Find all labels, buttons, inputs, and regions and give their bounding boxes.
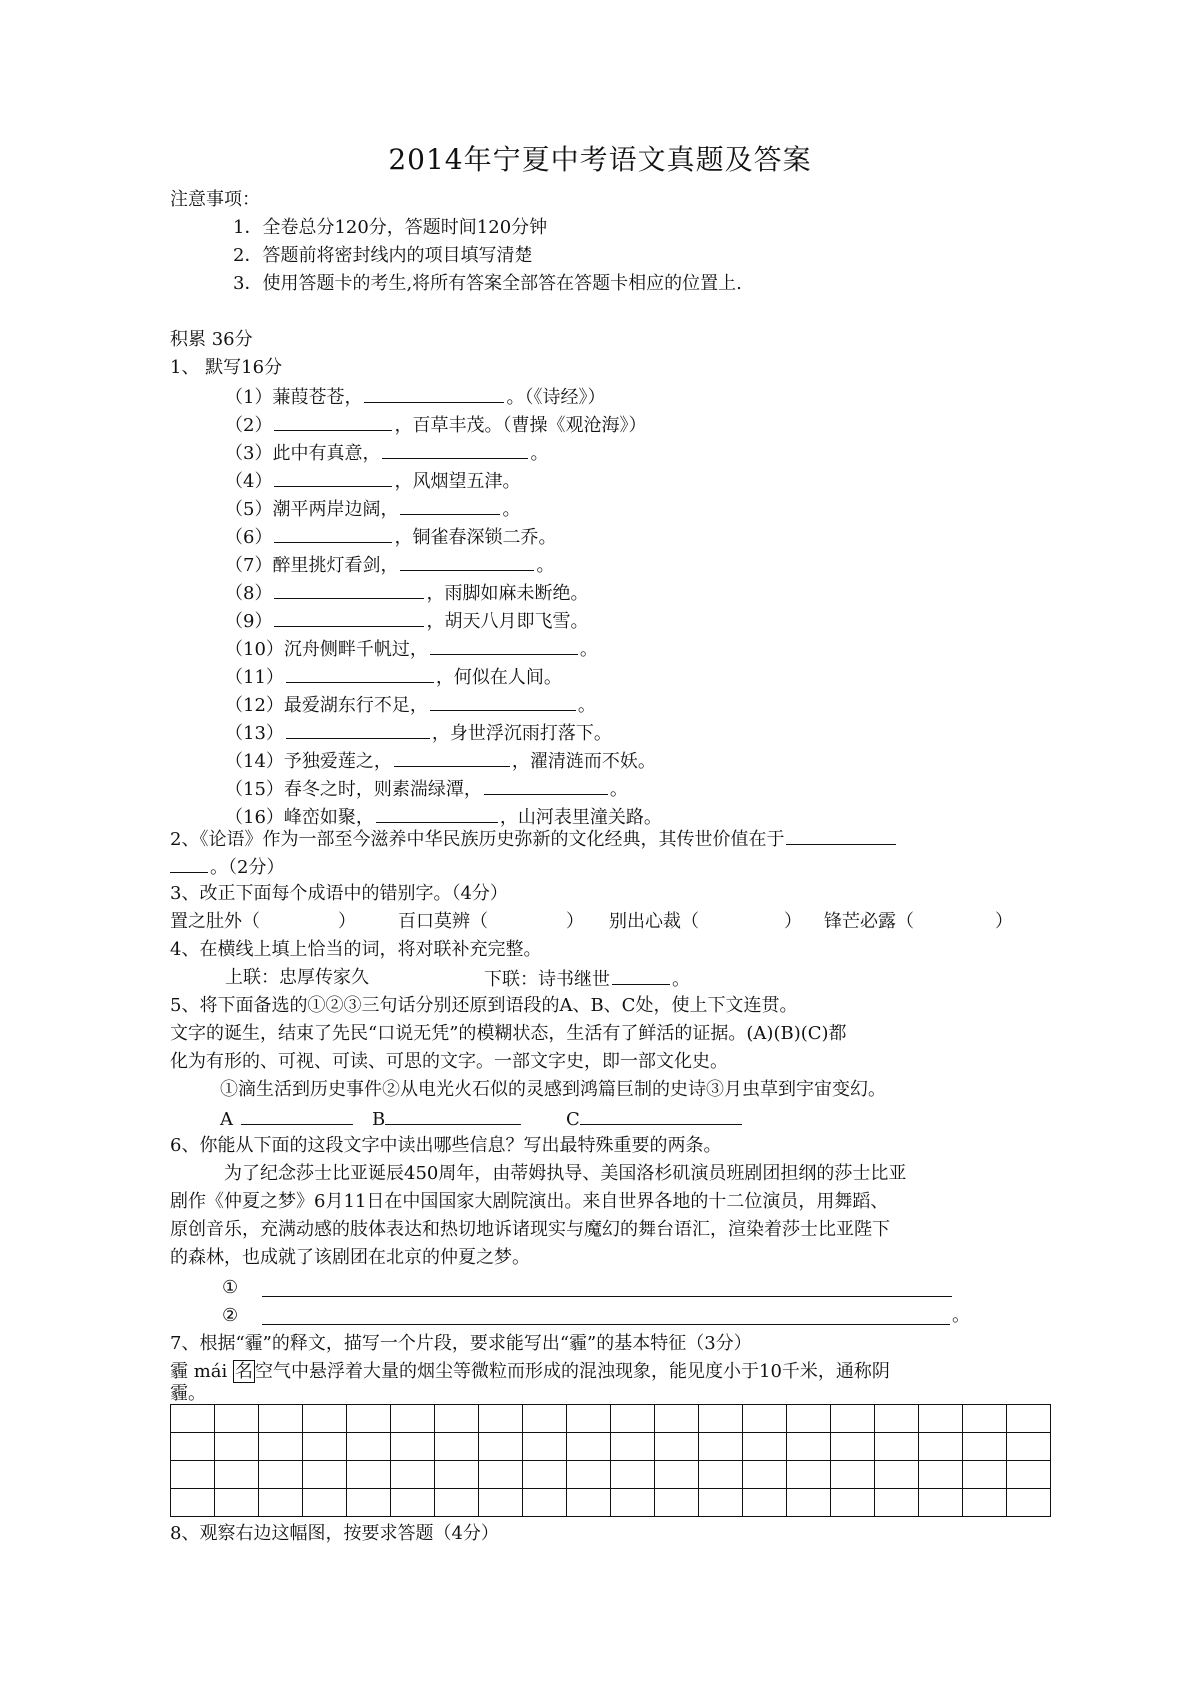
grid-cell[interactable] [567, 1433, 611, 1461]
dictation-blank[interactable] [286, 720, 430, 739]
grid-cell[interactable] [655, 1405, 699, 1433]
dictation-blank[interactable] [274, 580, 424, 599]
grid-cell[interactable] [303, 1489, 347, 1517]
couplet-lower [484, 966, 690, 992]
q5-answer-b [372, 1106, 523, 1132]
grid-cell[interactable] [215, 1433, 259, 1461]
q5-blank-c[interactable] [580, 1106, 742, 1125]
couplet-upper: 上联：忠厚传家久 [225, 967, 369, 988]
dictation-line [225, 776, 628, 802]
q3-idiom [824, 910, 914, 934]
grid-cell[interactable] [743, 1489, 787, 1517]
grid-cell[interactable] [391, 1489, 435, 1517]
dictation-prompt: 此中有真意， [272, 443, 381, 464]
dictation-blank[interactable] [274, 608, 424, 627]
grid-cell[interactable] [303, 1461, 347, 1489]
grid-cell[interactable] [347, 1433, 391, 1461]
grid-cell[interactable] [875, 1461, 919, 1489]
grid-cell[interactable] [1007, 1461, 1051, 1489]
dictation-line [225, 468, 520, 494]
q6-answer-line-2[interactable] [262, 1324, 950, 1325]
dictation-blank[interactable] [400, 496, 500, 515]
q3-heading: 3、改正下面每个成语中的错别字。（4分） [170, 883, 508, 904]
dictation-blank[interactable] [364, 384, 504, 403]
dictation-blank[interactable] [394, 748, 510, 767]
dictation-line [225, 496, 520, 522]
dictation-suffix: ，铜雀春深锁二乔。 [394, 527, 557, 548]
grid-cell[interactable] [611, 1433, 655, 1461]
dictation-number: （11） [225, 667, 284, 688]
dictation-suffix: 。 [609, 779, 628, 800]
dictation-suffix: ，濯清涟而不妖。 [511, 751, 656, 772]
q3-idiom-text: 别出心裁（ [609, 911, 699, 932]
grid-cell[interactable] [215, 1405, 259, 1433]
grid-cell[interactable] [259, 1489, 303, 1517]
grid-cell[interactable] [831, 1433, 875, 1461]
dictation-blank[interactable] [274, 524, 392, 543]
grid-cell[interactable] [743, 1433, 787, 1461]
dictation-blank[interactable] [400, 552, 534, 571]
grid-cell[interactable] [1007, 1489, 1051, 1517]
dictation-number: （3） [225, 443, 273, 464]
dictation-suffix: 。 [530, 443, 549, 464]
dictation-suffix: 。 [502, 499, 521, 520]
q3-idiom [170, 910, 260, 934]
dictation-prompt: 蒹葭苍苍， [272, 387, 363, 408]
dictation-line [225, 748, 656, 774]
q3-idiom-text: 锋芒必露（ [824, 911, 914, 932]
grid-cell[interactable] [963, 1405, 1007, 1433]
dictation-number: （4） [225, 471, 273, 492]
dictation-number: （9） [225, 611, 273, 632]
q6-paragraph: 剧作《仲夏之梦》6月11日在中国国家大剧院演出。来自世界各地的十二位演员，用舞蹈、 [170, 1191, 889, 1212]
grid-cell[interactable] [171, 1433, 215, 1461]
q3-idiom [609, 910, 699, 934]
grid-cell[interactable] [787, 1405, 831, 1433]
q2-line1: 2、《论语》作为一部至今滋养中华民族历史弥新的文化经典，其传世价值在于 [170, 829, 785, 850]
dictation-blank[interactable] [430, 692, 576, 711]
q3-idiom-text: 置之肚外（ [170, 911, 260, 932]
section-heading: 积累 36分 [170, 329, 253, 350]
dictation-line [225, 440, 548, 466]
grid-cell[interactable] [611, 1405, 655, 1433]
notice-item: 3．使用答题卡的考生,将所有答案全部答在答题卡相应的位置上. [233, 273, 742, 294]
dictation-number: （13） [225, 723, 284, 744]
grid-cell[interactable] [875, 1489, 919, 1517]
dictation-prompt: 醉里挑灯看剑， [272, 555, 399, 576]
dictation-line [225, 580, 588, 606]
q2-blank-2[interactable] [170, 854, 208, 873]
grid-cell[interactable] [655, 1461, 699, 1489]
dictation-number: （14） [225, 751, 284, 772]
dictation-number: （5） [225, 499, 273, 520]
grid-cell[interactable] [435, 1489, 479, 1517]
dictation-suffix: ，百草丰茂。（曹操《观沧海》） [394, 415, 647, 436]
q7-heading: 7、根据“霾”的释文，描写一个片段，要求能写出“霾”的基本特征（3分） [170, 1333, 752, 1354]
q6-heading: 6、你能从下面的这段文字中读出哪些信息？写出最特殊重要的两条。 [170, 1135, 722, 1156]
q7-def-tail: 霾。 [170, 1383, 206, 1404]
q5-label-b: B [372, 1109, 386, 1130]
dictation-line [225, 552, 554, 578]
dictation-number: （6） [225, 527, 273, 548]
grid-cell[interactable] [919, 1461, 963, 1489]
grid-cell[interactable] [171, 1461, 215, 1489]
grid-cell[interactable] [919, 1489, 963, 1517]
q5-answer-a [220, 1106, 355, 1132]
dictation-number: （1） [225, 387, 273, 408]
grid-cell[interactable] [787, 1461, 831, 1489]
grid-cell[interactable] [1007, 1433, 1051, 1461]
q7-def-tag: 名 [235, 1361, 253, 1382]
grid-cell[interactable] [655, 1489, 699, 1517]
grid-cell[interactable] [963, 1461, 1007, 1489]
grid-cell[interactable] [523, 1489, 567, 1517]
q2-blank[interactable] [786, 826, 896, 845]
q2-line2: 。（2分） [210, 857, 285, 878]
grid-cell[interactable] [875, 1433, 919, 1461]
q5-label-a: A [220, 1109, 233, 1130]
couplet-blank[interactable] [612, 966, 670, 985]
q5-answer-c [566, 1106, 744, 1132]
q6-answer-line-1[interactable] [262, 1296, 952, 1297]
q6-marker-2: ② [222, 1305, 239, 1326]
q8-heading: 8、观察右边这幅图，按要求答题（4分） [170, 1523, 499, 1544]
q3-close: ） [784, 911, 802, 932]
grid-cell[interactable] [567, 1461, 611, 1489]
grid-cell[interactable] [347, 1405, 391, 1433]
grid-row [171, 1489, 1051, 1517]
dictation-suffix: ，何似在人间。 [435, 667, 562, 688]
dictation-number: （15） [225, 779, 284, 800]
grid-cell[interactable] [303, 1405, 347, 1433]
dictation-number: （12） [225, 695, 284, 716]
grid-cell[interactable] [655, 1433, 699, 1461]
dictation-blank[interactable] [484, 776, 608, 795]
q6-marker-1: ① [222, 1277, 239, 1298]
grid-cell[interactable] [435, 1433, 479, 1461]
grid-cell[interactable] [919, 1405, 963, 1433]
grid-cell[interactable] [171, 1489, 215, 1517]
dictation-suffix: ，风烟望五津。 [394, 471, 521, 492]
grid-cell[interactable] [963, 1489, 1007, 1517]
dictation-suffix: 。（《诗经》） [506, 387, 606, 408]
q6-end: 。 [952, 1305, 970, 1326]
grid-cell[interactable] [699, 1489, 743, 1517]
grid-row [171, 1433, 1051, 1461]
q2-text-2 [170, 854, 284, 880]
q7-def-body: 空气中悬浮着大量的烟尘等微粒而形成的混浊现象，能见度小于10千米，通称阴 [255, 1361, 890, 1382]
grid-cell[interactable] [831, 1461, 875, 1489]
q5-paragraph: 化为有形的、可视、可读、可思的文字。一部文字史，即一部文化史。 [170, 1051, 728, 1072]
notice-item: 2．答题前将密封线内的项目填写清楚 [233, 245, 533, 266]
q3-close: ） [566, 911, 584, 932]
grid-cell[interactable] [435, 1405, 479, 1433]
grid-cell[interactable] [215, 1489, 259, 1517]
grid-cell[interactable] [391, 1461, 435, 1489]
grid-cell[interactable] [259, 1433, 303, 1461]
q7-definition [170, 1360, 890, 1384]
dictation-prompt: 最爱湖东行不足， [283, 695, 428, 716]
dictation-suffix: 。 [577, 695, 596, 716]
q6-paragraph: 的森林，也成就了该剧团在北京的仲夏之梦。 [170, 1247, 530, 1268]
grid-cell[interactable] [259, 1461, 303, 1489]
grid-cell[interactable] [303, 1433, 347, 1461]
grid-cell[interactable] [523, 1461, 567, 1489]
q3-idiom-text: 百口莫辨（ [398, 911, 488, 932]
dictation-suffix: ，身世浮沉雨打落下。 [431, 723, 612, 744]
dictation-line [225, 720, 612, 746]
dictation-suffix: ，雨脚如麻未断绝。 [426, 583, 589, 604]
grid-cell[interactable] [743, 1405, 787, 1433]
page-title: 2014年宁夏中考语文真题及答案 [388, 143, 812, 176]
grid-cell[interactable] [611, 1489, 655, 1517]
grid-cell[interactable] [611, 1461, 655, 1489]
dictation-number: （2） [225, 415, 273, 436]
dictation-prompt: 予独爱莲之， [283, 751, 392, 772]
grid-cell[interactable] [391, 1405, 435, 1433]
grid-cell[interactable] [699, 1405, 743, 1433]
dictation-blank[interactable] [376, 804, 498, 823]
dictation-blank[interactable] [430, 636, 578, 655]
dictation-suffix: ，山河表里潼关路。 [499, 807, 662, 828]
grid-row [171, 1405, 1051, 1433]
q5-blank-b[interactable] [385, 1106, 521, 1125]
q5-heading: 5、将下面备选的①②③三句话分别还原到语段的A、B、C处，使上下文连贯。 [170, 995, 798, 1016]
grid-cell[interactable] [963, 1433, 1007, 1461]
q3-close: ） [338, 911, 356, 932]
grid-cell[interactable] [831, 1405, 875, 1433]
q4-heading: 4、在横线上填上恰当的词，将对联补充完整。 [170, 939, 542, 960]
q2-text [170, 826, 898, 852]
q5-label-c: C [566, 1109, 580, 1130]
grid-cell[interactable] [479, 1433, 523, 1461]
dictation-blank[interactable] [382, 440, 528, 459]
grid-row [171, 1461, 1051, 1489]
dictation-blank[interactable] [274, 468, 392, 487]
grid-cell[interactable] [567, 1405, 611, 1433]
grid-cell[interactable] [831, 1489, 875, 1517]
grid-cell[interactable] [699, 1461, 743, 1489]
grid-cell[interactable] [259, 1405, 303, 1433]
grid-cell[interactable] [1007, 1405, 1051, 1433]
dictation-prompt: 潮平两岸边阔， [272, 499, 399, 520]
couplet-end: 。 [672, 969, 690, 990]
notice-heading: 注意事项： [170, 189, 260, 210]
q6-paragraph: 为了纪念莎士比亚诞辰450周年，由蒂姆执导、美国洛杉矶演员班剧团担纲的莎士比亚 [224, 1163, 907, 1184]
writing-grid[interactable] [170, 1404, 1051, 1517]
q5-paragraph: 文字的诞生，结束了先民“口说无凭”的模糊状态，生活有了鲜活的证据。(A)(B)(C)都 [170, 1023, 847, 1044]
notice-item: 1．全卷总分120分，答题时间120分钟 [233, 217, 548, 238]
grid-cell[interactable] [347, 1489, 391, 1517]
grid-cell[interactable] [347, 1461, 391, 1489]
grid-cell[interactable] [171, 1405, 215, 1433]
q5-options: ①滴生活到历史事件②从电光火石似的灵感到鸿篇巨制的史诗③月虫草到宇宙变幻。 [220, 1079, 886, 1100]
grid-cell[interactable] [919, 1433, 963, 1461]
dictation-line [225, 636, 598, 662]
grid-cell[interactable] [435, 1461, 479, 1489]
dictation-line [225, 608, 588, 634]
grid-cell[interactable] [787, 1489, 831, 1517]
dictation-suffix: 。 [579, 639, 598, 660]
dictation-line [225, 384, 605, 410]
dictation-number: （7） [225, 555, 273, 576]
grid-cell[interactable] [215, 1461, 259, 1489]
dictation-prompt: 沉舟侧畔千帆过， [283, 639, 428, 660]
q6-paragraph: 原创音乐，充满动感的肢体表达和热切地诉诸现实与魔幻的舞台语汇，渲染着莎士比亚陛下 [170, 1219, 890, 1240]
dictation-prompt: 峰峦如聚， [283, 807, 374, 828]
dictation-prompt: 春冬之时，则素湍绿潭， [283, 779, 482, 800]
dictation-number: （16） [225, 807, 284, 828]
q3-idiom [398, 910, 488, 934]
grid-cell[interactable] [567, 1489, 611, 1517]
q3-close: ） [995, 911, 1013, 932]
grid-cell[interactable] [391, 1433, 435, 1461]
dictation-number: （10） [225, 639, 284, 660]
dictation-blank[interactable] [274, 412, 392, 431]
grid-cell[interactable] [787, 1433, 831, 1461]
q7-def-head: 霾 mái [170, 1361, 233, 1382]
grid-cell[interactable] [699, 1433, 743, 1461]
dictation-line [225, 664, 562, 690]
dictation-line [225, 412, 646, 438]
dictation-line [225, 692, 596, 718]
grid-cell[interactable] [523, 1405, 567, 1433]
grid-cell[interactable] [875, 1405, 919, 1433]
grid-cell[interactable] [523, 1433, 567, 1461]
dictation-suffix: 。 [536, 555, 555, 576]
q5-blank-a[interactable] [241, 1106, 353, 1125]
dictation-blank[interactable] [286, 664, 434, 683]
dictation-line [225, 524, 556, 550]
grid-cell[interactable] [479, 1461, 523, 1489]
grid-cell[interactable] [479, 1405, 523, 1433]
dictation-suffix: ，胡天八月即飞雪。 [426, 611, 589, 632]
grid-cell[interactable] [479, 1489, 523, 1517]
couplet-lower-text: 下联：诗书继世 [484, 969, 610, 990]
dictation-number: （8） [225, 583, 273, 604]
grid-cell[interactable] [743, 1461, 787, 1489]
q1-heading: 1、 默写16分 [170, 357, 283, 378]
